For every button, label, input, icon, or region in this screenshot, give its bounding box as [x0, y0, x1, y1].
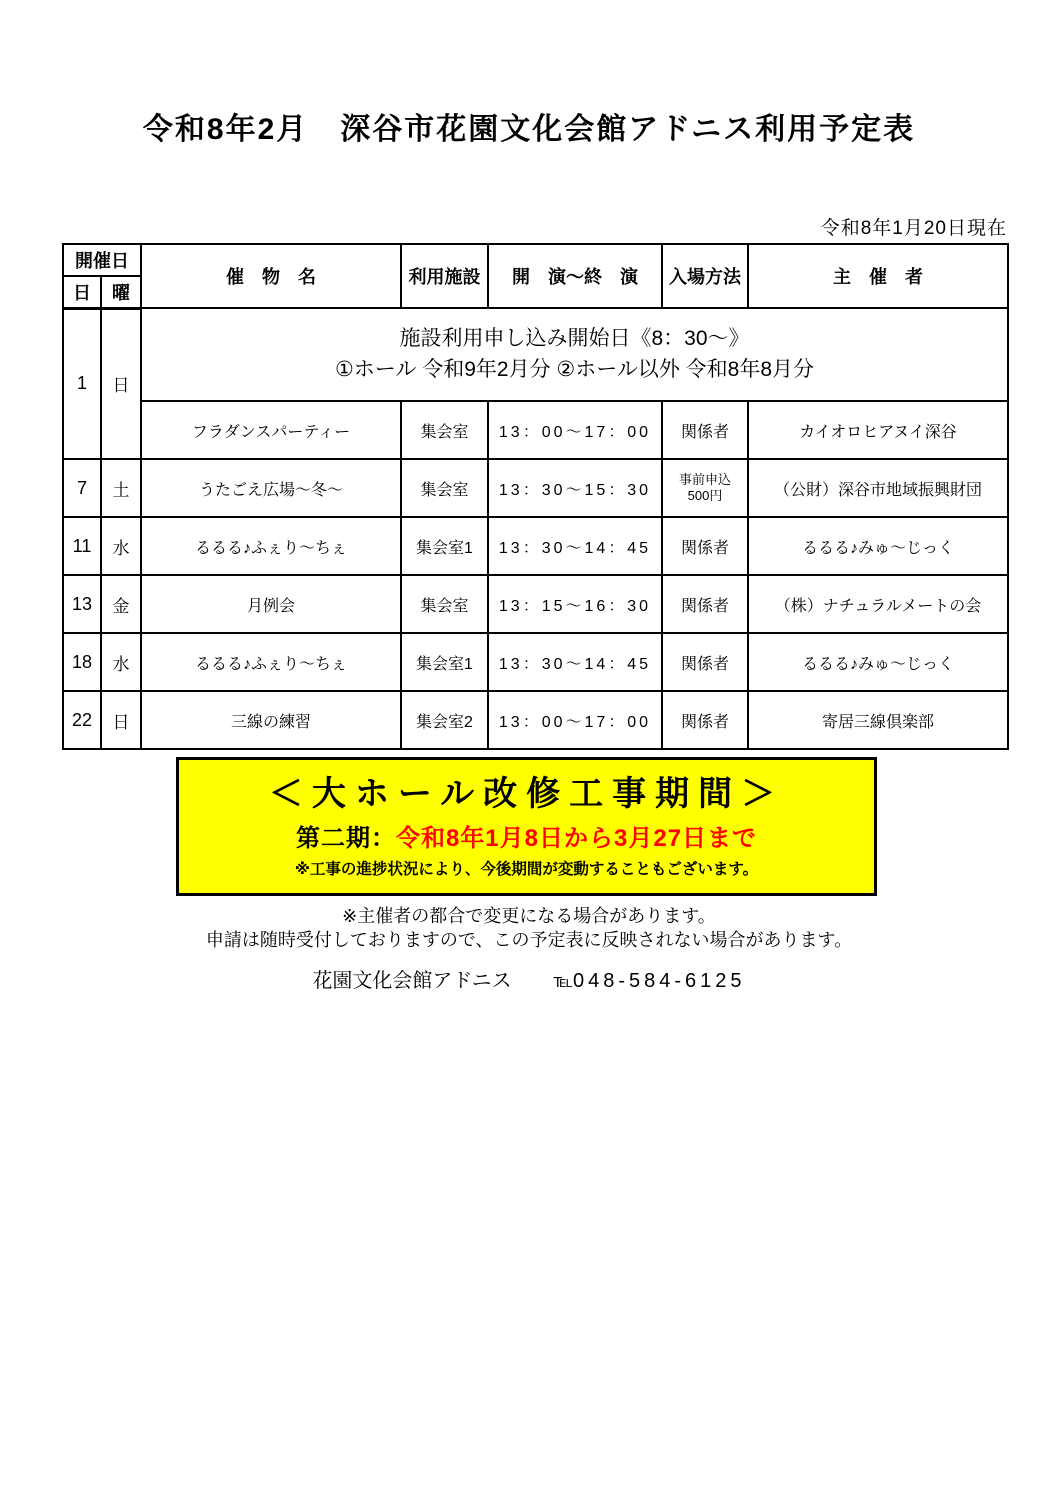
organizer: （公財）深谷市地域振興財団 — [748, 459, 1008, 517]
table-row — [63, 691, 1008, 749]
facility: 集会室1 — [401, 517, 488, 575]
table-row — [63, 575, 1008, 633]
admission: 関係者 — [662, 401, 748, 459]
header-organizer: 主 催 者 — [748, 244, 1008, 308]
contact-line — [0, 964, 1058, 993]
day-cell: 1 — [63, 308, 101, 459]
construction-period — [179, 818, 874, 853]
time-range: 13：00～17：00 — [488, 401, 662, 459]
header-admission: 入場方法 — [662, 244, 748, 308]
admission-line2: 500円 — [687, 488, 723, 503]
application-notice — [141, 308, 1008, 401]
page-title: 令和8年2月 深谷市花園文化会館アドニス利用予定表 — [142, 113, 916, 146]
event-name: るるる♪ふぇり～ちぇ — [141, 517, 401, 575]
header-time: 開 演～終 演 — [488, 244, 662, 308]
event-name: 月例会 — [141, 575, 401, 633]
facility: 集会室1 — [401, 633, 488, 691]
weekday-cell: 水 — [101, 517, 141, 575]
time-range: 13：00～17：00 — [488, 691, 662, 749]
admission — [662, 459, 748, 517]
admission-line1: 事前申込 — [678, 471, 731, 487]
phone-number — [554, 970, 746, 993]
event-name: るるる♪ふぇり～ちぇ — [141, 633, 401, 691]
weekday-cell: 土 — [101, 459, 141, 517]
time-range: 13：30～14：45 — [488, 517, 662, 575]
time-range: 13：30～15：30 — [488, 459, 662, 517]
header-row-top — [63, 244, 1008, 276]
admission: 関係者 — [662, 691, 748, 749]
as-of-date: 令和8年1月20日現在 — [820, 218, 1007, 239]
table-row-notice — [63, 308, 1008, 401]
header-event-date: 開催日 — [63, 244, 141, 276]
admission: 関係者 — [662, 517, 748, 575]
weekday-cell: 水 — [101, 633, 141, 691]
time-range: 13：30～14：45 — [488, 633, 662, 691]
organizer: （株）ナチュラルメートの会 — [748, 575, 1008, 633]
header-day: 日 — [63, 276, 101, 308]
organizer: るるる♪みゅ～じっく — [748, 517, 1008, 575]
footer-note-1: ※主催者の都合で変更になる場合があります。 — [342, 906, 716, 926]
day-cell: 13 — [63, 575, 101, 633]
header-facility: 利用施設 — [401, 244, 488, 308]
weekday-cell: 日 — [101, 691, 141, 749]
event-name: フラダンスパーティー — [141, 401, 401, 459]
venue-name: 花園文化会館アドニス — [312, 970, 512, 992]
organizer: 寄居三線倶楽部 — [748, 691, 1008, 749]
organizer: るるる♪みゅ～じっく — [748, 633, 1008, 691]
time-range: 13：15～16：30 — [488, 575, 662, 633]
table-row — [63, 459, 1008, 517]
day-cell: 11 — [63, 517, 101, 575]
admission: 関係者 — [662, 633, 748, 691]
table-row — [63, 517, 1008, 575]
application-notice-line2: ①ホール 令和9年2月分 ②ホール以外 令和8年8月分 — [334, 357, 815, 381]
day-cell: 7 — [63, 459, 101, 517]
weekday-cell: 金 — [101, 575, 141, 633]
facility: 集会室 — [401, 459, 488, 517]
construction-title: ＜大ホール改修工事期間＞ — [268, 775, 785, 813]
event-name: うたごえ広場～冬～ — [141, 459, 401, 517]
footer-note-2: 申請は随時受付しておりますので、この予定表に反映されない場合があります。 — [205, 930, 853, 950]
event-name: 三線の練習 — [141, 691, 401, 749]
organizer: カイオロヒアヌイ深谷 — [748, 401, 1008, 459]
tel-digits: 048-584-6125 — [572, 970, 746, 992]
construction-period-value: 令和8年1月8日から3月27日まで — [395, 825, 758, 852]
header-weekday: 曜 — [101, 276, 141, 308]
facility: 集会室 — [401, 401, 488, 459]
facility: 集会室2 — [401, 691, 488, 749]
construction-caution: ※工事の進捗状況により、今後期間が変動することもございます。 — [294, 861, 759, 878]
table-row — [63, 633, 1008, 691]
facility: 集会室 — [401, 575, 488, 633]
day-cell: 22 — [63, 691, 101, 749]
schedule-table — [62, 243, 1009, 750]
tel-icon: ℡ — [553, 971, 573, 991]
day-cell: 18 — [63, 633, 101, 691]
construction-period-label: 第二期： — [295, 825, 396, 852]
header-event-name: 催 物 名 — [141, 244, 401, 308]
application-notice-line1: 施設利用申し込み開始日《8：30～》 — [399, 327, 750, 351]
table-row — [63, 401, 1008, 459]
admission: 関係者 — [662, 575, 748, 633]
construction-notice-box — [176, 757, 877, 896]
weekday-cell: 日 — [101, 308, 141, 459]
